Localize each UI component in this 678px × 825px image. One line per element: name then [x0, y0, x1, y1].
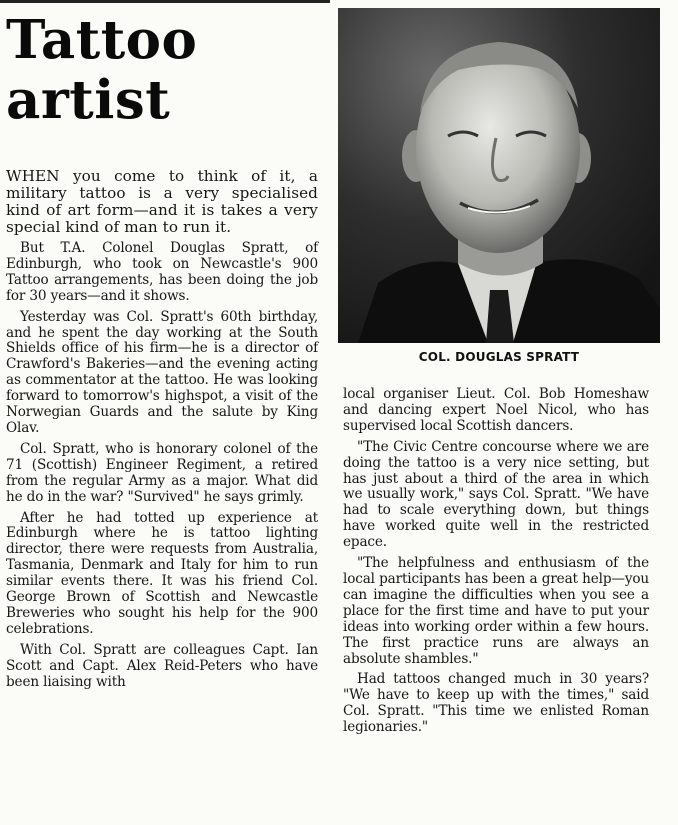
article-paragraph: local organiser Lieut. Col. Bob Homeshaw and dancing expert Noel Nicol, who has supervised local Scottish dancers. — [343, 386, 649, 434]
portrait-photo — [338, 8, 660, 343]
article-paragraph: But T.A. Colonel Douglas Spratt, of Edinburgh, who took on Newcastle's 900 Tattoo arrangements, has been doing the job for 30 years—and it shows. — [6, 240, 318, 304]
article-paragraph: "The Civic Centre concourse where we are doing the tattoo is a very nice setting, but has just about a third of the area in which we usually work," says Col. Spratt. "We have had to scale everything down, but things have worked quite well in the restricted epace. — [343, 438, 649, 551]
portrait-photo-icon — [338, 8, 660, 343]
article-paragraph: Yesterday was Col. Spratt's 60th birthday, and he spent the day working at the South Shields office of his firm—he is a director of Crawford's Bakeries—and the evening acting as commentator at the tattoo. He was looking forward to tomorrow's highspot, a visit of the Norwegian Guards and the salute by King Olav. — [6, 308, 318, 436]
article-paragraph: WHEN you come to think of it, a military tattoo is a very specialised kind of art form—and it is takes a very special kind of man to run it. — [6, 167, 318, 236]
article-paragraph: "The helpfulness and enthusiasm of the local participants has been a great help—you can imagine the difficulties when you see a place for the first time and have to put your ideas into working order within a few hours. The first practice runs are always an absolute shambles." — [343, 555, 649, 667]
headline: Tattoo artist — [6, 9, 198, 131]
photo-caption: COL. DOUGLAS SPRATT — [418, 350, 580, 364]
article-paragraph: Had tattoos changed much in 30 years? "We have to keep up with the times," said Col. Spratt. "This time we enlisted Roman legionaries." — [343, 671, 649, 736]
article-paragraph: Col. Spratt, who is honorary colonel of the 71 (Scottish) Engineer Regiment, a retired from the regular Army as a major. What did he do in the war? "Survived" he says grimly. — [6, 440, 318, 505]
article-paragraph: After he had totted up experience at Edinburgh where he is tattoo lighting director, there were requests from Australia, Tasmania, Denmark and Italy for him to run similar events there. It was his friend Col. George Brown of Scottish and Newcastle Breweries who sought his help for the 900 celebrations. — [6, 509, 318, 637]
top-rule — [0, 0, 330, 3]
article-paragraph: With Col. Spratt are colleagues Capt. Ian Scott and Capt. Alex Reid-Peters who have been liaising with — [6, 641, 318, 690]
article-left-column — [6, 168, 318, 695]
article-right-column — [343, 387, 649, 741]
